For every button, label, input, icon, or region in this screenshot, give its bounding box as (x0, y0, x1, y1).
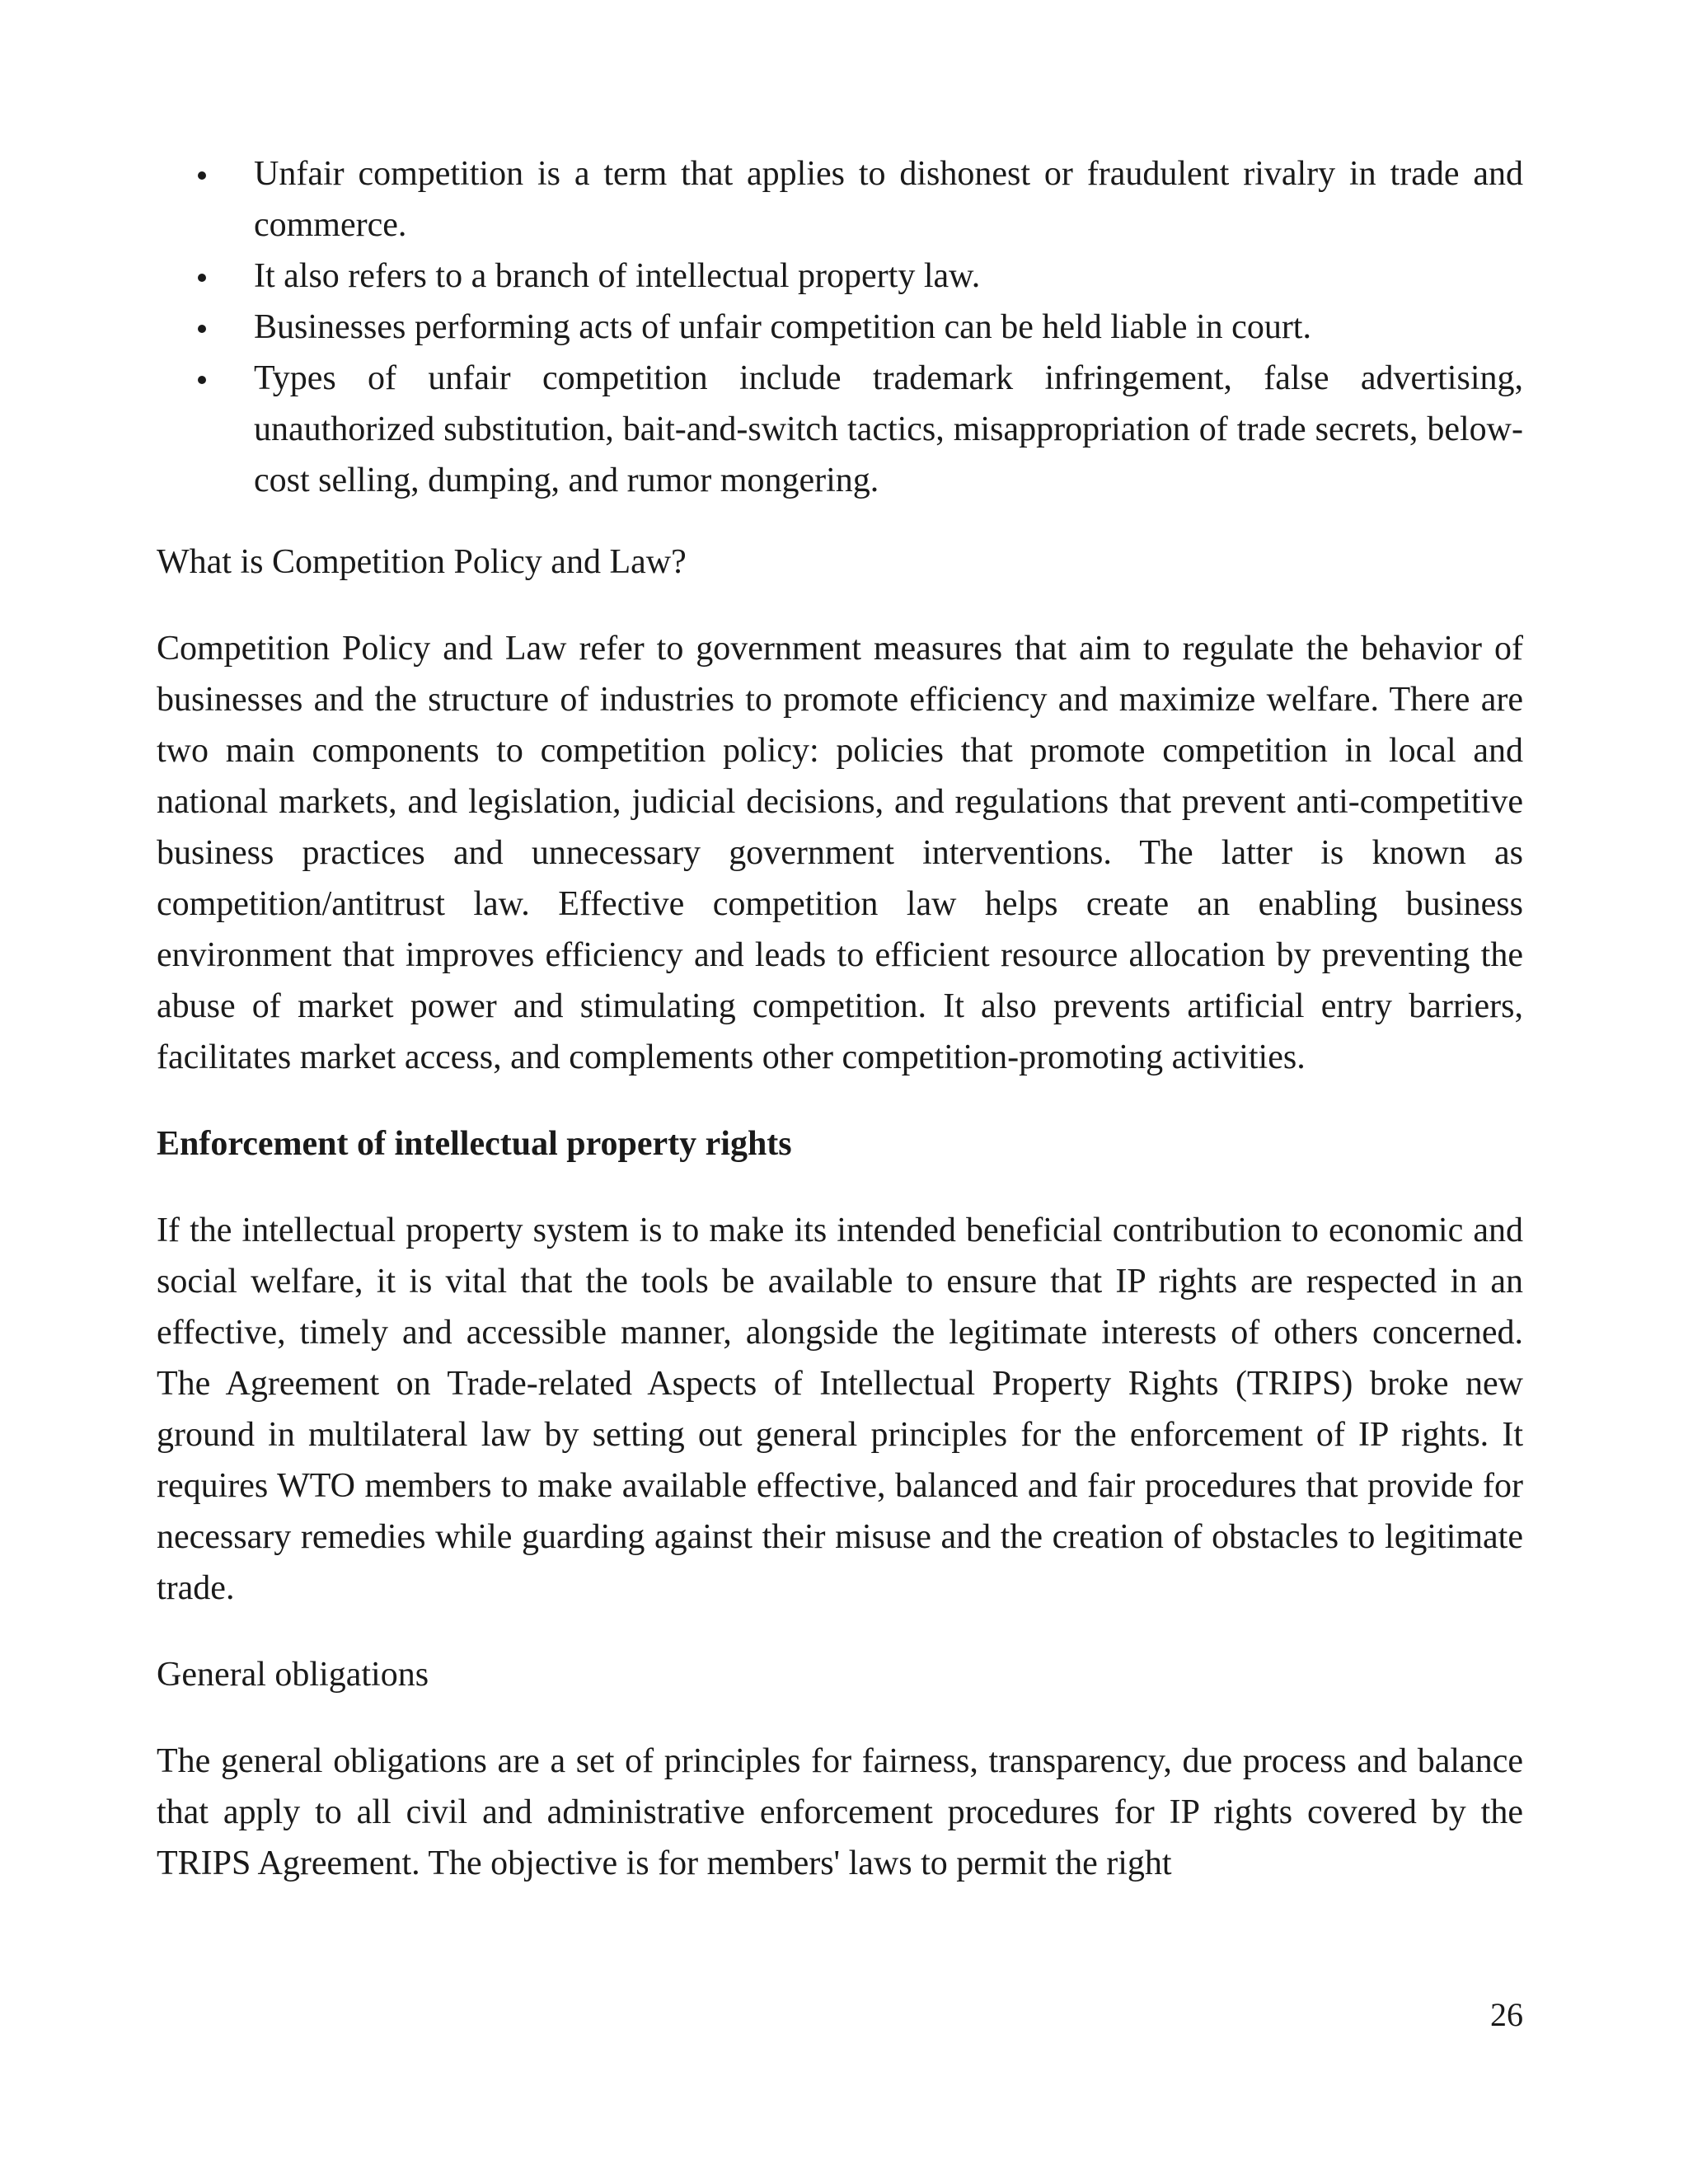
paragraph-general-obligations: The general obligations are a set of principles for fairness, transparency, due process and balance that apply to all civil and administrative enforcement procedures for IP rights covered by the TRIPS Agreement. The objective is for members' laws to permit the right (157, 1742, 1523, 1882)
list-item-text: Types of unfair competition include trademark infringement, false advertising, unauthorized substitution, bait-and-switch tactics, misappropriation of trade secrets, below-cost selling, dumping, and rumor mongering. (254, 359, 1523, 499)
bullet-icon (198, 325, 206, 333)
list-item (157, 251, 1523, 302)
list-item (157, 148, 1523, 251)
bullet-icon (198, 274, 206, 282)
list-item-text: It also refers to a branch of intellectual property law. (254, 257, 981, 295)
section-title-competition: What is Competition Policy and Law? (157, 543, 687, 581)
list-item (157, 302, 1523, 353)
list-item-text: Unfair competition is a term that applies to dishonest or fraudulent rivalry in trade and commerce. (254, 155, 1523, 244)
section-title-general-obligations: General obligations (157, 1656, 429, 1694)
page-number: 26 (1490, 1996, 1523, 2033)
section-heading-enforcement: Enforcement of intellectual property rights (157, 1125, 792, 1163)
bullet-list (157, 148, 1523, 506)
paragraph-enforcement: If the intellectual property system is to make its intended beneficial contribution to economic and social welfare, it is vital that the tools be available to ensure that IP rights are respected in an effective, timely and accessible manner, alongside the legitimate interests of others concerned. The Agreement on Trade-related Aspects of Intellectual Property Rights (TRIPS) broke new ground in multilateral law by setting out general principles for the enforcement of IP rights. It requires WTO members to make available effective, balanced and fair procedures that provide for necessary remedies while guarding against their misuse and the creation of obstacles to legitimate trade. (157, 1212, 1523, 1607)
list-item (157, 353, 1523, 506)
bullet-icon (198, 171, 206, 180)
list-item-text: Businesses performing acts of unfair competition can be held liable in court. (254, 308, 1311, 346)
paragraph-competition-policy: Competition Policy and Law refer to government measures that aim to regulate the behavior of businesses and the structure of industries to promote efficiency and maximize welfare. There are two main components to competition policy: policies that promote competition in local and national markets, and legislation, judicial decisions, and regulations that prevent anti-competitive business practices and unnecessary government interventions. The latter is known as competition/antitrust law. Effective competition law helps create an enabling business environment that improves efficiency and leads to efficient resource allocation by preventing the abuse of market power and stimulating competition. It also prevents artificial entry barriers, facilitates market access, and complements other competition-promoting activities. (157, 630, 1523, 1076)
bullet-icon (198, 376, 206, 384)
document-page (157, 148, 1523, 1924)
